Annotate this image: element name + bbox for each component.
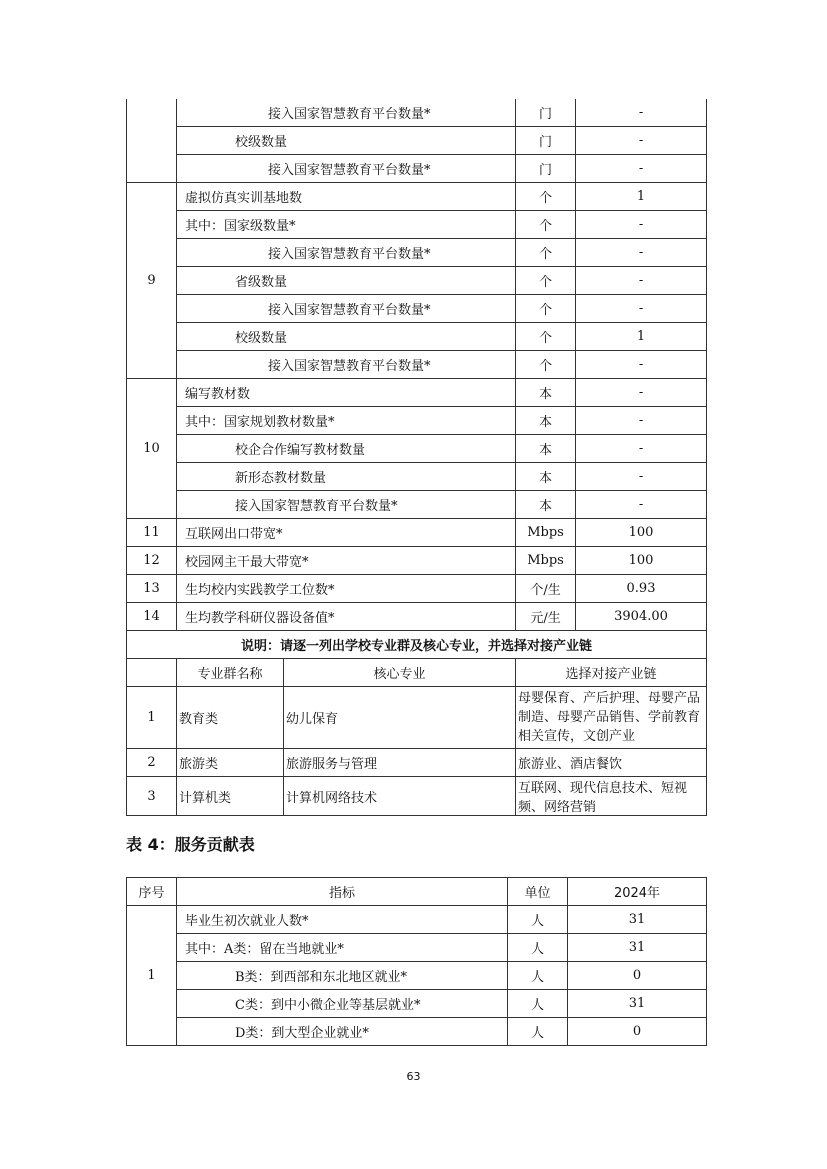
value-cell: - bbox=[576, 491, 707, 519]
unit-cell: 本 bbox=[516, 491, 576, 519]
note-heading: 说明：请逐一列出学校专业群及核心专业，并选择对接产业链 bbox=[127, 631, 707, 659]
row-number-cell: 1 bbox=[127, 687, 177, 749]
group-name-cell: 旅游类 bbox=[177, 749, 284, 777]
group-name-cell: 教育类 bbox=[177, 687, 284, 749]
table-row bbox=[127, 351, 707, 379]
value-cell: - bbox=[576, 295, 707, 323]
unit-cell: 门 bbox=[516, 127, 576, 155]
value-cell: 0.93 bbox=[576, 575, 707, 603]
value-cell: 0 bbox=[568, 962, 707, 990]
unit-cell: 个 bbox=[516, 267, 576, 295]
unit-cell: 个 bbox=[516, 295, 576, 323]
row-number-cell: 11 bbox=[127, 519, 177, 547]
indicator-cell: C类：到中小微企业等基层就业* bbox=[177, 990, 508, 1018]
indicator-cell: 接入国家智慧教育平台数量* bbox=[177, 155, 516, 183]
indicator-cell: 接入国家智慧教育平台数量* bbox=[177, 295, 516, 323]
indicator-cell: 虚拟仿真实训基地数 bbox=[177, 183, 516, 211]
unit-cell: 本 bbox=[516, 407, 576, 435]
core-major-cell: 旅游服务与管理 bbox=[284, 749, 516, 777]
unit-cell: 人 bbox=[508, 906, 568, 934]
value-cell: 31 bbox=[568, 990, 707, 1018]
indicator-cell: D类：到大型企业就业* bbox=[177, 1018, 508, 1046]
unit-cell: 门 bbox=[516, 155, 576, 183]
value-cell: 1 bbox=[576, 183, 707, 211]
core-major-cell: 计算机网络技术 bbox=[284, 777, 516, 816]
unit-cell: Mbps bbox=[516, 547, 576, 575]
table-row bbox=[127, 990, 707, 1018]
indicator-cell: 接入国家智慧教育平台数量* bbox=[177, 491, 516, 519]
column-header: 单位 bbox=[508, 878, 568, 906]
indicator-cell: 接入国家智慧教育平台数量* bbox=[177, 99, 516, 127]
table-row bbox=[127, 687, 707, 749]
unit-cell: 个 bbox=[516, 183, 576, 211]
unit-cell: 本 bbox=[516, 435, 576, 463]
table-row bbox=[127, 155, 707, 183]
table-row bbox=[127, 211, 707, 239]
table-row bbox=[127, 631, 707, 659]
page-number: 63 bbox=[406, 1070, 421, 1083]
value-cell: 31 bbox=[568, 934, 707, 962]
unit-cell: 个 bbox=[516, 239, 576, 267]
row-number-cell bbox=[127, 659, 177, 687]
value-cell: - bbox=[576, 267, 707, 295]
table-row bbox=[127, 1018, 707, 1046]
indicator-cell: 毕业生初次就业人数* bbox=[177, 906, 508, 934]
row-number-cell: 10 bbox=[127, 379, 177, 519]
unit-cell: 人 bbox=[508, 934, 568, 962]
table-row bbox=[127, 547, 707, 575]
column-header: 专业群名称 bbox=[177, 659, 284, 687]
value-cell: - bbox=[576, 211, 707, 239]
table-row bbox=[127, 659, 707, 687]
value-cell: - bbox=[576, 127, 707, 155]
table-row bbox=[127, 603, 707, 631]
row-number-cell: 13 bbox=[127, 575, 177, 603]
table-row bbox=[127, 463, 707, 491]
row-number-cell: 14 bbox=[127, 603, 177, 631]
value-cell: - bbox=[576, 351, 707, 379]
table-row bbox=[127, 239, 707, 267]
table-row bbox=[127, 934, 707, 962]
indicator-cell: 校级数量 bbox=[177, 323, 516, 351]
unit-cell: Mbps bbox=[516, 519, 576, 547]
table-row bbox=[127, 749, 707, 777]
indicator-cell: 生均教学科研仪器设备值* bbox=[177, 603, 516, 631]
table4-title: 表 4：服务贡献表 bbox=[126, 835, 255, 854]
value-cell: - bbox=[576, 407, 707, 435]
row-number-cell: 1 bbox=[127, 906, 177, 1046]
value-cell: 100 bbox=[576, 547, 707, 575]
unit-cell: 本 bbox=[516, 379, 576, 407]
unit-cell: 个 bbox=[516, 351, 576, 379]
value-cell: 0 bbox=[568, 1018, 707, 1046]
table-row bbox=[127, 575, 707, 603]
value-cell: 3904.00 bbox=[576, 603, 707, 631]
group-name-cell: 计算机类 bbox=[177, 777, 284, 816]
table-row bbox=[127, 295, 707, 323]
indicator-cell: 接入国家智慧教育平台数量* bbox=[177, 239, 516, 267]
table-row bbox=[127, 519, 707, 547]
row-number-cell: 2 bbox=[127, 749, 177, 777]
unit-cell: 人 bbox=[508, 1018, 568, 1046]
industry-chain-cell: 互联网、现代信息技术、短视频、网络营销 bbox=[516, 777, 707, 816]
value-cell: 31 bbox=[568, 906, 707, 934]
indicator-cell: 生均校内实践教学工位数* bbox=[177, 575, 516, 603]
column-header: 序号 bbox=[127, 878, 177, 906]
core-major-cell: 幼儿保育 bbox=[284, 687, 516, 749]
unit-cell: 人 bbox=[508, 990, 568, 1018]
unit-cell: 门 bbox=[516, 99, 576, 127]
table-row bbox=[127, 323, 707, 351]
table-row bbox=[127, 491, 707, 519]
table-row bbox=[127, 99, 707, 127]
industry-chain-cell: 旅游业、酒店餐饮 bbox=[516, 749, 707, 777]
indicator-cell: 新形态教材数量 bbox=[177, 463, 516, 491]
value-cell: - bbox=[576, 99, 707, 127]
indicator-cell: 其中：国家级数量* bbox=[177, 211, 516, 239]
row-number-cell: 3 bbox=[127, 777, 177, 816]
table-row bbox=[127, 962, 707, 990]
indicator-cell: 其中：国家规划教材数量* bbox=[177, 407, 516, 435]
column-header: 2024年 bbox=[568, 878, 707, 906]
table-header-row bbox=[127, 878, 707, 906]
industry-chain-cell: 母婴保育、产后护理、母婴产品制造、母婴产品销售、学前教育相关宣传，文创产业 bbox=[516, 687, 707, 749]
indicator-cell: 编写教材数 bbox=[177, 379, 516, 407]
table-row bbox=[127, 183, 707, 211]
indicator-cell: 校园网主干最大带宽* bbox=[177, 547, 516, 575]
table-row bbox=[127, 777, 707, 816]
table-row bbox=[127, 127, 707, 155]
column-header: 选择对接产业链 bbox=[516, 659, 707, 687]
unit-cell: 人 bbox=[508, 962, 568, 990]
column-header: 指标 bbox=[177, 878, 508, 906]
indicator-cell: 省级数量 bbox=[177, 267, 516, 295]
row-number-cell: 12 bbox=[127, 547, 177, 575]
table-row bbox=[127, 267, 707, 295]
value-cell: - bbox=[576, 155, 707, 183]
indicator-cell: 其中：A类：留在当地就业* bbox=[177, 934, 508, 962]
row-number-cell: 9 bbox=[127, 183, 177, 379]
indicator-cell: 校级数量 bbox=[177, 127, 516, 155]
unit-cell: 个 bbox=[516, 323, 576, 351]
column-header: 核心专业 bbox=[284, 659, 516, 687]
row-number-cell bbox=[127, 99, 177, 183]
value-cell: - bbox=[576, 379, 707, 407]
unit-cell: 个 bbox=[516, 211, 576, 239]
indicator-cell: 互联网出口带宽* bbox=[177, 519, 516, 547]
unit-cell: 元/生 bbox=[516, 603, 576, 631]
service-contribution-table bbox=[126, 877, 707, 1046]
table-row bbox=[127, 407, 707, 435]
indicator-cell: 校企合作编写教材数量 bbox=[177, 435, 516, 463]
resource-table-continued bbox=[126, 99, 707, 816]
unit-cell: 个/生 bbox=[516, 575, 576, 603]
value-cell: 1 bbox=[576, 323, 707, 351]
table-row bbox=[127, 435, 707, 463]
indicator-cell: B类：到西部和东北地区就业* bbox=[177, 962, 508, 990]
value-cell: - bbox=[576, 435, 707, 463]
table-row bbox=[127, 379, 707, 407]
value-cell: - bbox=[576, 239, 707, 267]
value-cell: - bbox=[576, 463, 707, 491]
indicator-cell: 接入国家智慧教育平台数量* bbox=[177, 351, 516, 379]
unit-cell: 本 bbox=[516, 463, 576, 491]
table-row bbox=[127, 906, 707, 934]
value-cell: 100 bbox=[576, 519, 707, 547]
